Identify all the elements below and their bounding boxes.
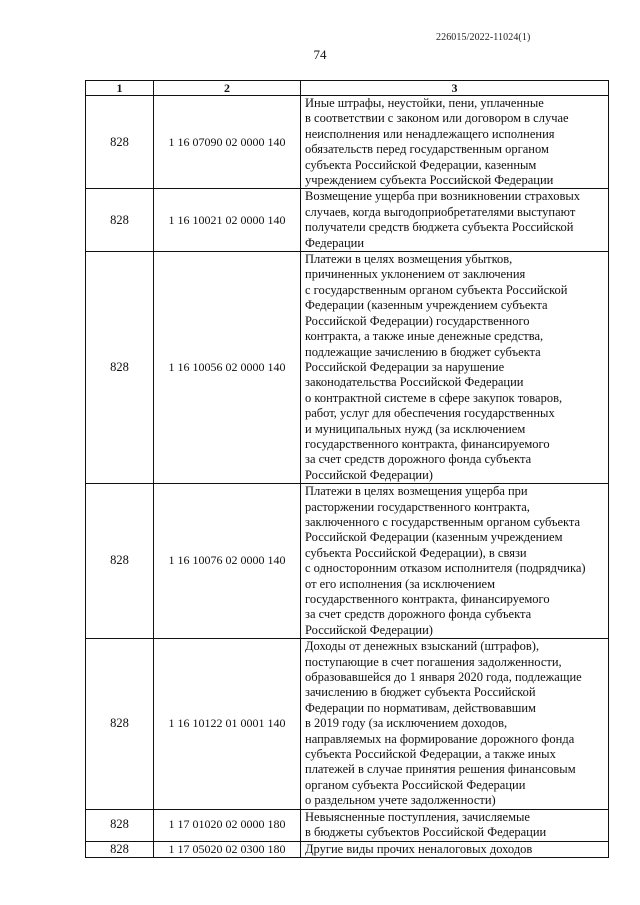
description-line: Российской Федерации)	[305, 622, 433, 637]
description-line: платежей в случае принятия решения финансовым	[305, 762, 576, 777]
admin-code-cell: 828	[86, 484, 154, 639]
column-header-2: 2	[154, 81, 301, 96]
description-line: зачислению в бюджет субъекта Российской	[305, 685, 536, 700]
description-line: с государственным органом субъекта Российской	[305, 282, 568, 297]
page-number: 74	[313, 47, 327, 62]
budget-classification-code-cell: 1 17 05020 02 0300 180	[154, 841, 301, 857]
description-line: Другие виды прочих неналоговых доходов	[305, 841, 533, 856]
budget-classification-code-cell: 1 16 10122 01 0001 140	[154, 639, 301, 809]
admin-code-cell: 828	[86, 96, 154, 189]
budget-classification-code-cell: 1 16 07090 02 0000 140	[154, 96, 301, 189]
description-line: обязательств перед государственным органом	[305, 142, 549, 157]
description-line: субъекта Российской Федерации, а также иных	[305, 747, 556, 762]
admin-code-cell: 828	[86, 252, 154, 484]
description-line: органом субъекта Российской Федерации	[305, 777, 526, 792]
description-line: Российской Федерации)	[305, 467, 433, 482]
description-line: Невыясненные поступления, зачисляемые	[305, 809, 530, 824]
description-line: законодательства Российской Федерации	[305, 375, 524, 390]
description-line: направляемых на формирование дорожного фонда	[305, 731, 575, 746]
column-header-3: 3	[301, 81, 609, 96]
admin-code-cell: 828	[86, 639, 154, 809]
revenue-description-cell	[301, 809, 609, 841]
revenue-description-cell	[301, 639, 609, 809]
description-line: неисполнения или ненадлежащего исполнения	[305, 126, 555, 141]
description-line: контракта, а также иные денежные средства,	[305, 329, 544, 344]
table-row	[86, 189, 609, 252]
table-row	[86, 809, 609, 841]
revenue-codes-table	[85, 80, 609, 858]
revenue-description-cell	[301, 484, 609, 639]
description-line: Платежи в целях возмещения убытков,	[305, 252, 513, 267]
description-line: с односторонним отказом исполнителя (подрядчика)	[305, 561, 586, 576]
description-line: получатели средств бюджета субъекта Российской	[305, 220, 574, 235]
table-header-row	[86, 81, 609, 96]
description-line: Платежи в целях возмещения ущерба при	[305, 484, 528, 499]
description-line: субъекта Российской Федерации, казенным	[305, 157, 537, 172]
description-line: о контрактной системе в сфере закупок товаров,	[305, 390, 563, 405]
description-line: случаев, когда выгодоприобретателями выступают	[305, 204, 576, 219]
budget-classification-code-cell: 1 16 10056 02 0000 140	[154, 252, 301, 484]
description-line: субъекта Российской Федерации), в связи	[305, 545, 527, 560]
table-row	[86, 96, 609, 189]
description-line: государственного контракта, финансируемого	[305, 592, 550, 606]
description-line: расторжении государственного контракта,	[305, 499, 530, 514]
description-line: учреждением субъекта Российской Федерации	[305, 173, 554, 188]
table-row	[86, 639, 609, 809]
description-line: Федерации (казенным учреждением субъекта	[305, 298, 548, 313]
description-line: Доходы от денежных взысканий (штрафов),	[305, 639, 540, 654]
description-line: Иные штрафы, неустойки, пени, уплаченные	[305, 96, 544, 110]
description-line: от его исполнения (за исключением	[305, 576, 496, 591]
table-row	[86, 841, 609, 857]
description-line: Возмещение ущерба при возникновении страховых	[305, 189, 580, 204]
admin-code-cell: 828	[86, 841, 154, 857]
description-line: Федерации	[305, 235, 365, 250]
description-line: в бюджеты субъектов Российской Федерации	[305, 825, 547, 840]
description-line: причиненных уклонением от заключения	[305, 267, 526, 282]
description-line: Российской Федерации за нарушение	[305, 359, 505, 374]
description-line: образовавшейся до 1 января 2020 года, подлежащие	[305, 670, 582, 685]
column-header-1: 1	[86, 81, 154, 96]
revenue-description-cell	[301, 841, 609, 857]
budget-classification-code-cell: 1 16 10076 02 0000 140	[154, 484, 301, 639]
description-line: в соответствии с законом или договором в случае	[305, 111, 569, 126]
description-line: государственного контракта, финансируемого	[305, 436, 550, 451]
budget-classification-code-cell: 1 17 01020 02 0000 180	[154, 809, 301, 841]
revenue-description-cell	[301, 252, 609, 484]
description-line: за счет средств дорожного фонда субъекта	[305, 607, 532, 622]
revenue-description-cell	[301, 96, 609, 189]
description-line: о раздельном учете задолженности)	[305, 793, 496, 808]
budget-classification-code-cell: 1 16 10021 02 0000 140	[154, 189, 301, 252]
document-id: 226015/2022-11024(1)	[436, 32, 531, 43]
description-line: заключенного с государственным органом субъекта	[305, 514, 581, 529]
description-line: за счет средств дорожного фонда субъекта	[305, 452, 532, 467]
description-line: поступающие в счет погашения задолженности,	[305, 654, 562, 669]
description-line: в 2019 году (за исключением доходов,	[305, 716, 508, 731]
table-row	[86, 252, 609, 484]
revenue-description-cell	[301, 189, 609, 252]
admin-code-cell: 828	[86, 189, 154, 252]
description-line: Российской Федерации) государственного	[305, 313, 530, 328]
description-line: Российской Федерации (казенным учреждением	[305, 530, 563, 545]
description-line: подлежащие зачислению в бюджет субъекта	[305, 344, 541, 359]
description-line: работ, услуг для обеспечения государственных	[305, 406, 555, 421]
description-line: и муниципальных нужд (за исключением	[305, 421, 526, 436]
description-line: Федерации по нормативам, действовавшим	[305, 700, 536, 715]
admin-code-cell: 828	[86, 809, 154, 841]
table-row	[86, 484, 609, 639]
